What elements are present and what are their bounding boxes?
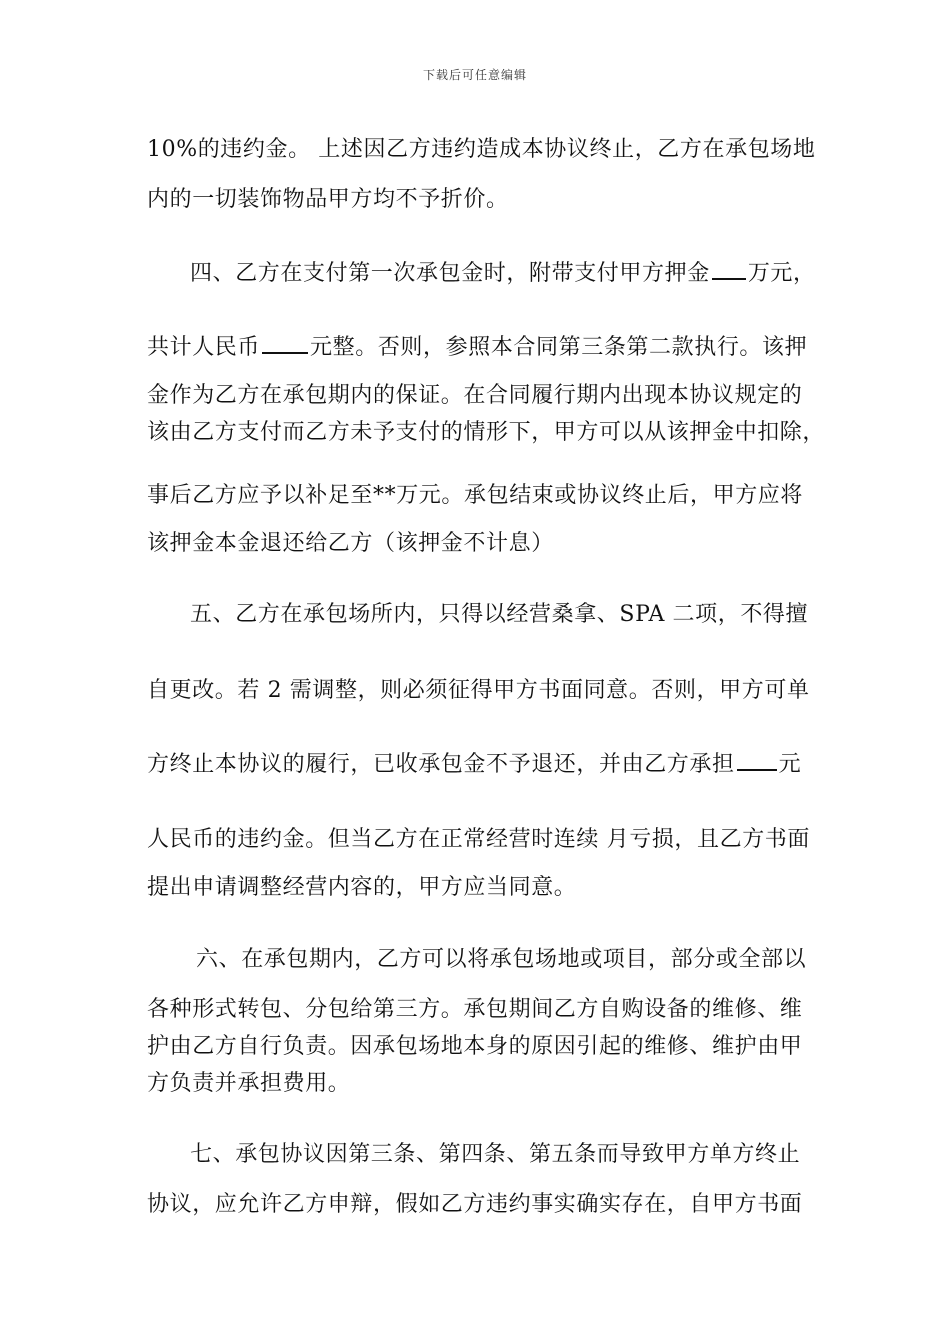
clause-4-line-5: 事后乙方应予以补足至**万元。承包结束或协议终止后，甲方应将 (147, 483, 804, 508)
clause-6-line-2: 各种形式转包、分包给第三方。承包期间乙方自购设备的维修、维 (147, 997, 803, 1022)
clause-4-line-4: 该由乙方支付而乙方未予支付的情形下，甲方可以从该押金中扣除， (147, 420, 826, 445)
clause-4-line-1 (190, 258, 816, 289)
clause-5-line-2: 自更改。若 2 需调整，则必须征得甲方书面同意。否则，甲方可单 (147, 678, 810, 703)
clause-6-line-1: 六、在承包期内，乙方可以将承包场地或项目，部分或全部以 (196, 947, 807, 972)
clause-7-line-2: 协议，应允许乙方申辩，假如乙方违约事实确实存在，自甲方书面 (147, 1192, 803, 1217)
text-line-2: 内的一切装饰物品甲方均不予折价。 (147, 187, 509, 212)
clause-4-text-a: 四、乙方在支付第一次承包金时，附带支付甲方押金 (190, 261, 710, 286)
deposit-blank (712, 258, 746, 280)
clause-6-line-3: 护由乙方自行负责。因承包场地本身的原因引起的维修、维护由甲 (147, 1034, 803, 1059)
clause-6-line-4: 方负责并承担费用。 (147, 1071, 351, 1096)
amount-blank (262, 332, 308, 354)
clause-4-line-2-text-b: 元整。否则，参照本合同第三条第二款执行。该押 (310, 335, 808, 360)
text-line-1: 10%的违约金。 上述因乙方违约造成本协议终止，乙方在承包场地 (147, 137, 816, 162)
clause-4-line-2 (147, 332, 807, 363)
clause-5-line-3 (147, 749, 807, 780)
clause-5-line-5: 提出申请调整经营内容的，甲方应当同意。 (147, 875, 577, 900)
clause-4-line-2-text-a: 共计人民币 (147, 335, 261, 360)
clause-5-line-3-text-b: 元 (778, 752, 802, 777)
clause-5-line-4: 人民币的违约金。但当乙方在正常经营时连续 月亏损，且乙方书面 (147, 827, 810, 852)
clause-5-line-1: 五、乙方在承包场所内，只得以经营桑拿、SPA 二项，不得擅 (190, 602, 809, 627)
clause-4-line-6: 该押金本金退还给乙方（该押金不计息） (147, 531, 554, 556)
clause-4-text-b: 万元， (747, 261, 816, 286)
clause-7-line-1: 七、承包协议因第三条、第四条、第五条而导致甲方单方终止 (190, 1142, 801, 1167)
clause-5-line-3-text-a: 方终止本协议的履行，已收承包金不予退还，并由乙方承担 (147, 752, 735, 777)
penalty-blank (737, 749, 777, 771)
page-header-note: 下载后可任意编辑 (422, 68, 527, 82)
clause-4-line-3: 金作为乙方在承包期内的保证。在合同履行期内出现本协议规定的 (147, 383, 803, 408)
